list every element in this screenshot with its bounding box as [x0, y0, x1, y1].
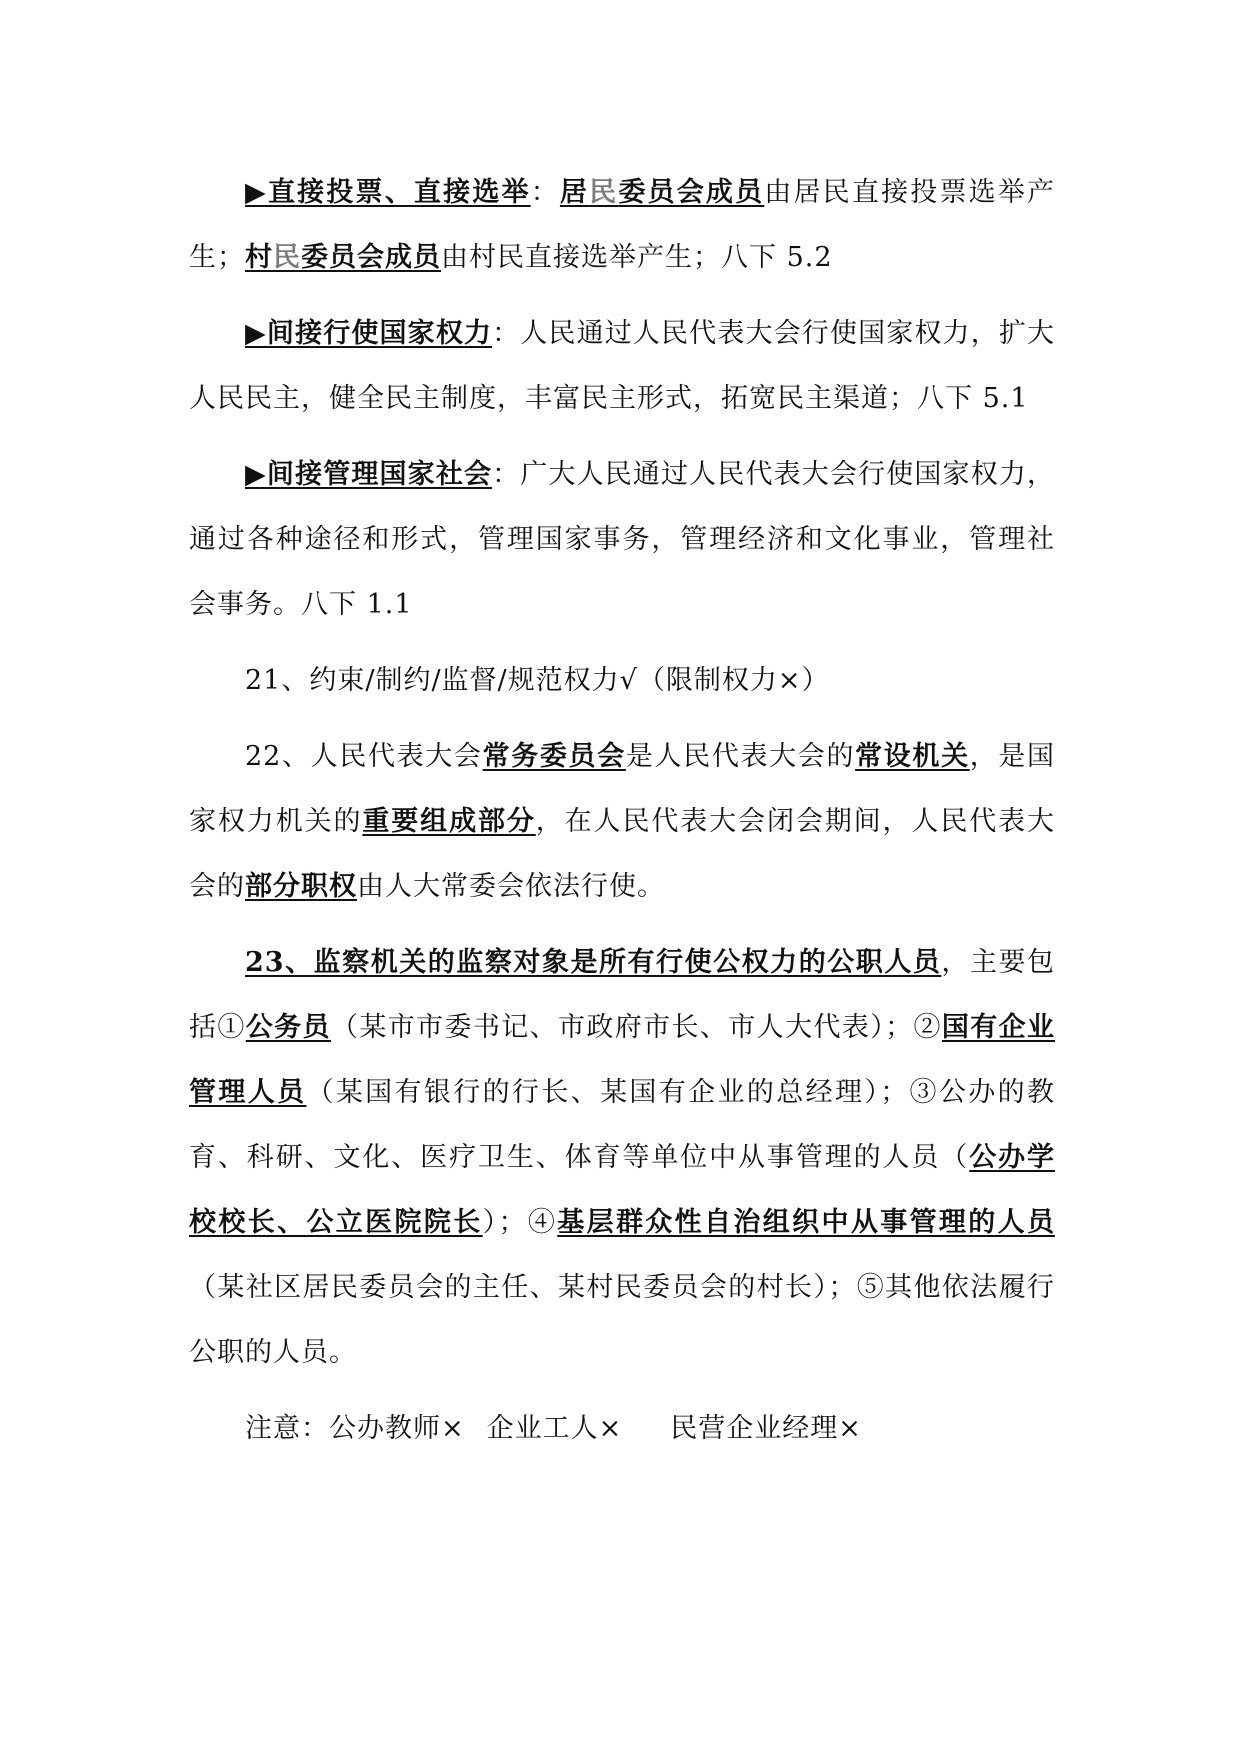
term-residents-committee: 居民委员会成员	[559, 177, 765, 208]
term-standing-committee: 常务委员会	[482, 741, 626, 772]
term-public-heads: 公办学校校长、公立医院院长	[189, 1142, 1056, 1238]
term-important-component: 重要组成部分	[362, 806, 536, 837]
paragraph-22: 22、人民代表大会常务委员会是人民代表大会的常设机关，是国家权力机关的重要组成部分，在人民代表大会闭会期间，人民代表大会的部分职权由人大常委会依法行使。	[189, 741, 1056, 902]
heading-indirect-power: ▶间接行使国家权力	[245, 318, 493, 349]
term-villagers-committee: 村民委员会成员	[245, 242, 441, 273]
paragraph-indirect-management: ▶间接管理国家社会：广大人民通过人民代表大会行使国家权力，通过各种途径和形式，管理国家事务，管理经济和文化事业，管理社会事务。八下 1.1	[189, 459, 1055, 620]
heading-direct-election: ▶直接投票、直接选举	[245, 177, 531, 208]
paragraph-direct-election: ▶直接投票、直接选举：居民委员会成员由居民直接投票选举产生；村民委员会成员由村民直接选举产生；八下 5.2	[189, 177, 1056, 273]
term-soe-managers: 国有企业管理人员	[189, 1012, 1056, 1108]
paragraph-21: 21、约束/制约/监督/规范权力√（限制权力×）	[245, 665, 830, 696]
paragraph-note: 注意：公办教师× 企业工人× 民营企业经理×	[245, 1413, 862, 1444]
paragraph-23: 23、监察机关的监察对象是所有行使公权力的公职人员，主要包括①公务员（某市市委书记、市政府市长、市人大代表）；②国有企业管理人员（某国有银行的行长、某国有企业的总经理）；③公办的教育、科研、文化、医疗卫生、体育等单位中从事管理的人员（公办学校校长、公立医院院长）；④基层群众性自治组织中从事管理的人员（某社区居民委员会的主任、某村民委员会的村长）；⑤其他依法履行公职的人员。	[189, 947, 1056, 1368]
heading-supervision-objects: 23、监察机关的监察对象是所有行使公权力的公职人员	[245, 947, 942, 978]
term-partial-powers: 部分职权	[245, 871, 357, 902]
paragraph-indirect-power: ▶间接行使国家权力：人民通过人民代表大会行使国家权力，扩大人民民主，健全民主制度，丰富民主形式，拓宽民主渠道；八下 5.1	[189, 318, 1055, 414]
term-permanent-organ: 常设机关	[855, 741, 970, 772]
heading-indirect-management: ▶间接管理国家社会	[245, 459, 493, 490]
document-page	[189, 160, 1055, 1472]
term-grassroots-managers: 基层群众性自治组织中从事管理的人员	[557, 1207, 1056, 1238]
term-civil-servants: 公务员	[245, 1012, 331, 1043]
